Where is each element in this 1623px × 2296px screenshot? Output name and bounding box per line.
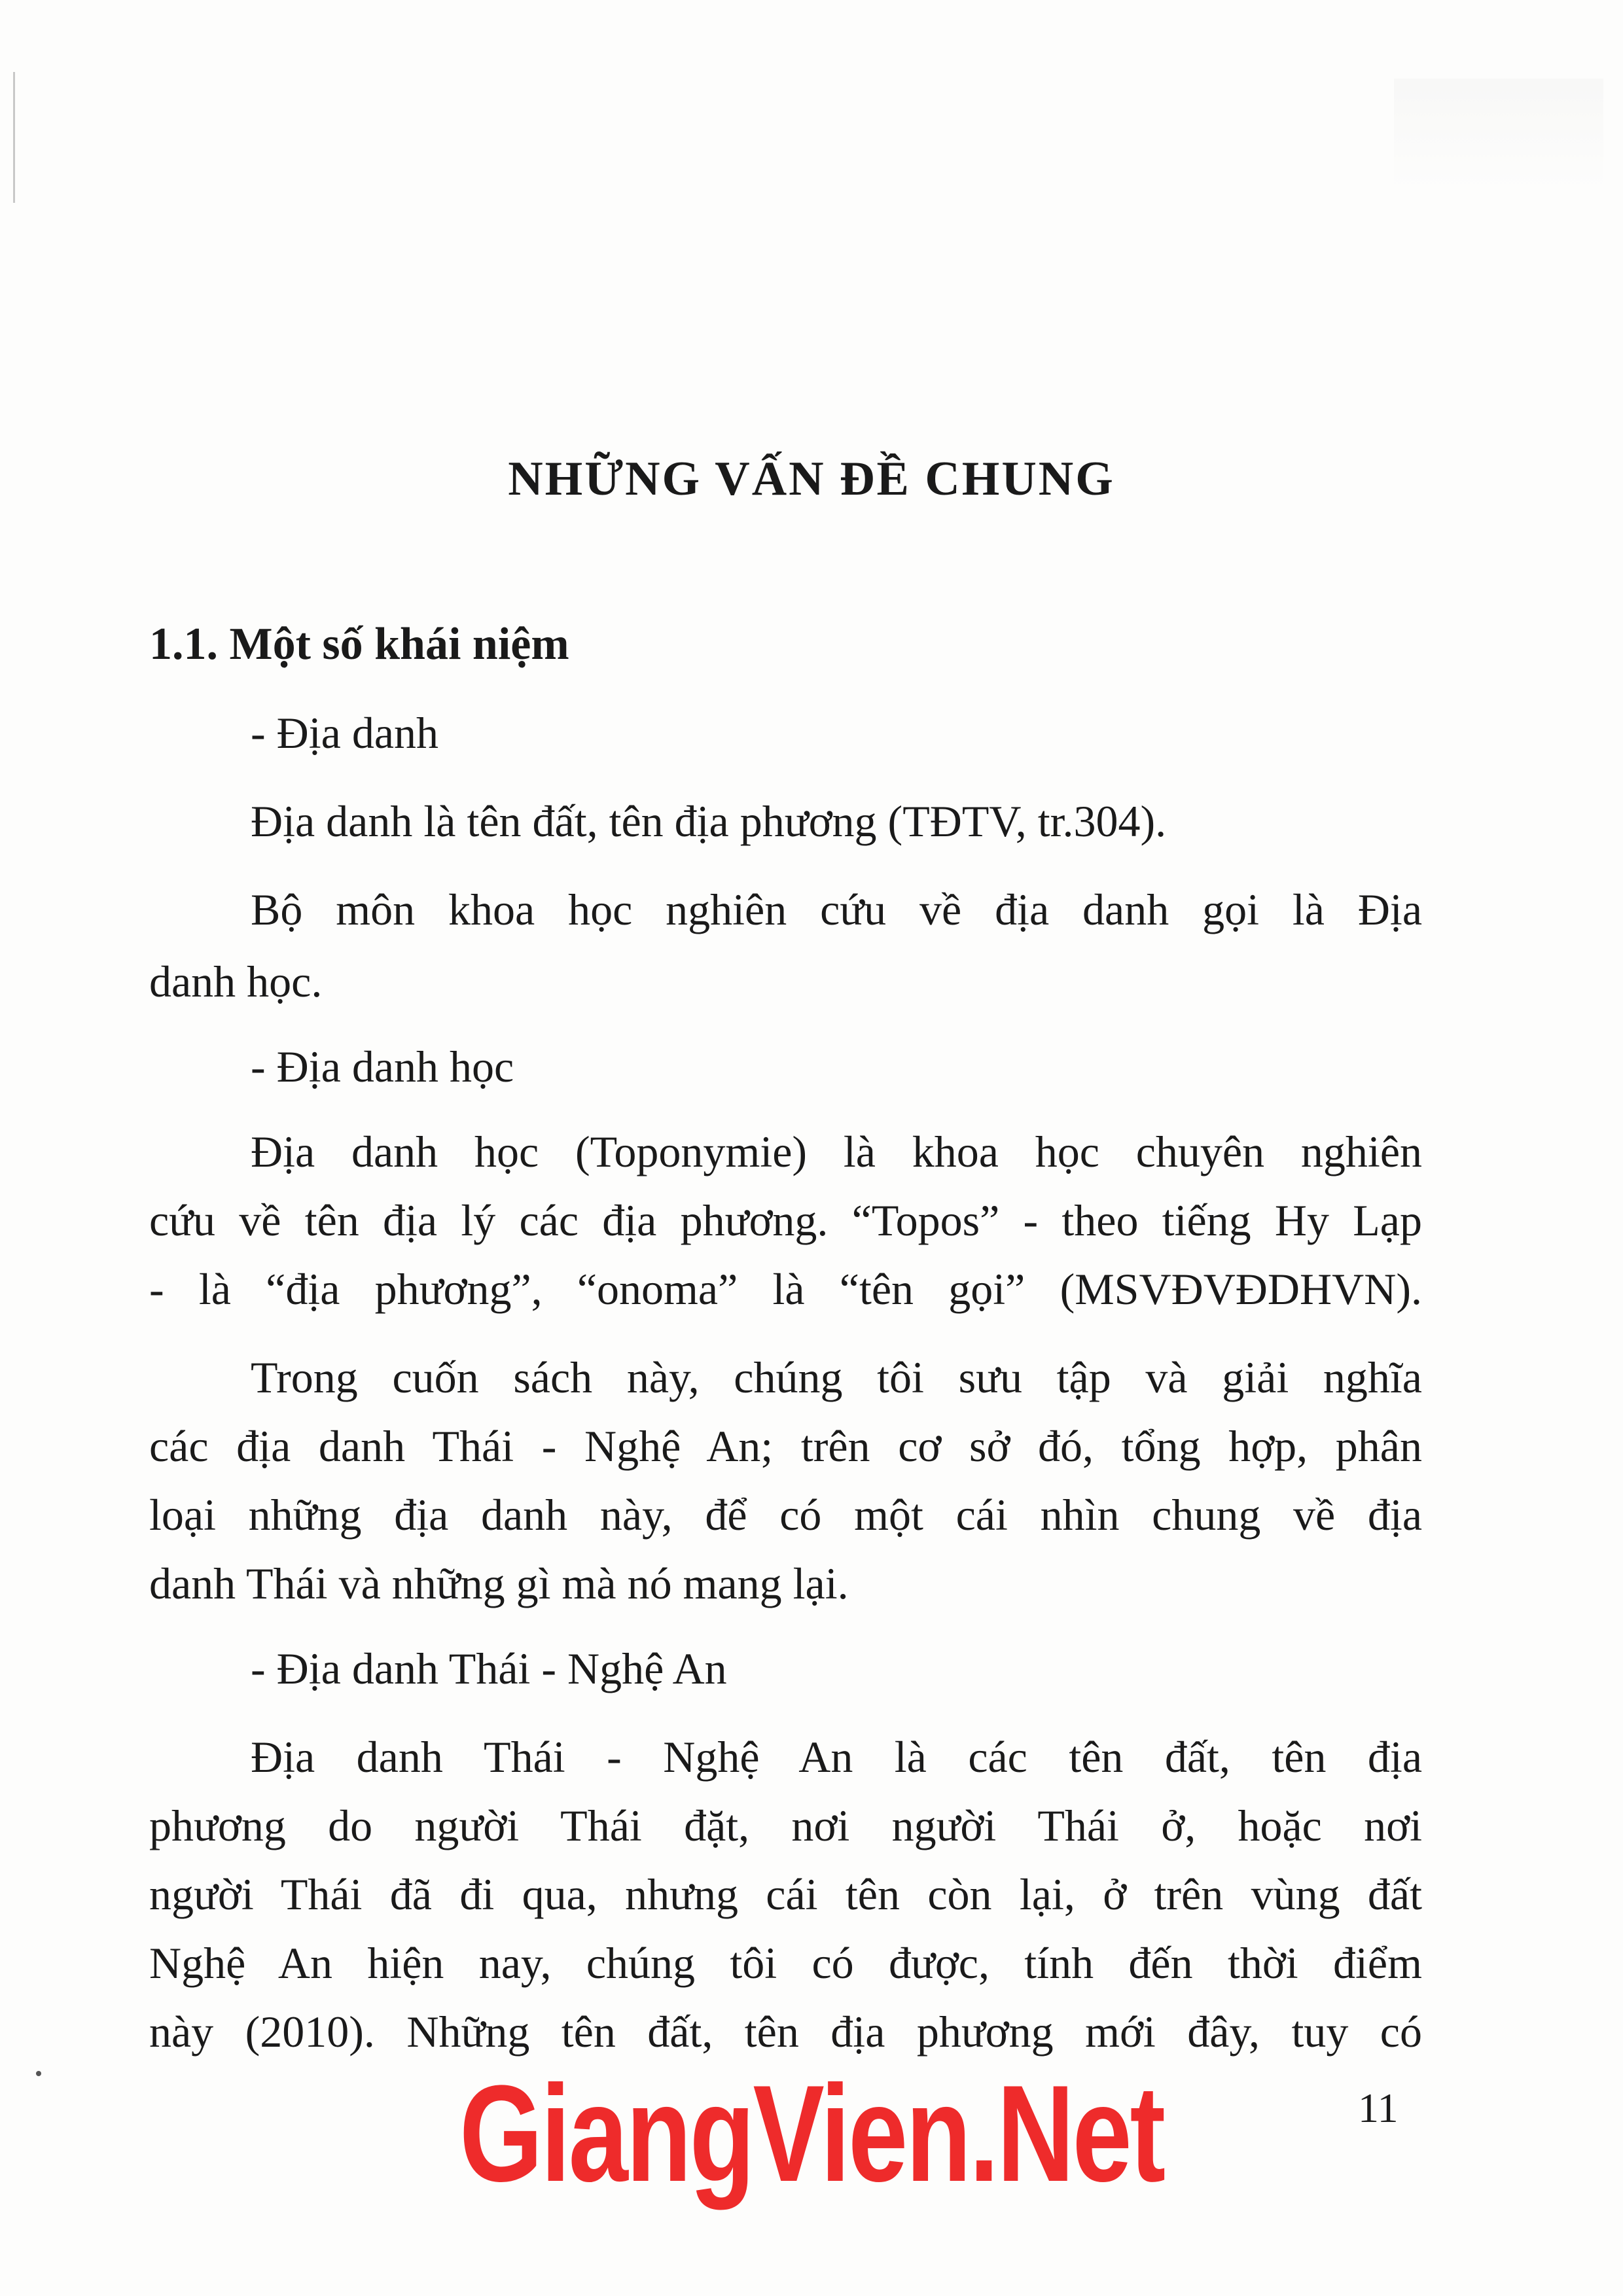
paragraph-line: Địa danh học (Toponymie) là khoa học chuyên nghiên — [251, 1127, 1422, 1176]
paragraph-line: loại những địa danh này, để có một cái nhìn chung về địa — [149, 1490, 1422, 1540]
paragraph-line: danh học. — [149, 957, 323, 1006]
paragraph-line: Địa danh là tên đất, tên địa phương (TĐTV, tr.304). — [251, 796, 1167, 846]
paragraph-line: Nghệ An hiện nay, chúng tôi có được, tính đến thời điểm — [149, 1938, 1422, 1988]
term-heading-dia-danh-thai: - Địa danh Thái - Nghệ An — [251, 1644, 727, 1693]
paragraph-line: danh Thái và những gì mà nó mang lại. — [149, 1559, 849, 1608]
paragraph-line: này (2010). Những tên đất, tên địa phương mới đây, tuy có — [149, 2007, 1422, 2057]
paragraph-line: Địa danh Thái - Nghệ An là các tên đất, tên địa — [251, 1732, 1422, 1782]
section-heading: 1.1. Một số khái niệm — [149, 619, 569, 669]
paragraph-line: các địa danh Thái - Nghệ An; trên cơ sở đó, tổng hợp, phân — [149, 1421, 1422, 1471]
watermark-text: GiangVien.Net — [459, 2057, 1164, 2210]
paragraph-line: Trong cuốn sách này, chúng tôi sưu tập và giải nghĩa — [251, 1352, 1422, 1402]
paragraph-line: phương do người Thái đặt, nơi người Thái ở, hoặc nơi — [149, 1801, 1422, 1850]
term-heading-dia-danh: - Địa danh — [251, 708, 439, 758]
paragraph-line: Bộ môn khoa học nghiên cứu về địa danh gọi là Địa — [251, 885, 1422, 934]
term-heading-dia-danh-hoc: - Địa danh học — [251, 1042, 514, 1091]
paragraph-line: cứu về tên địa lý các địa phương. “Topos” - theo tiếng Hy Lạp — [149, 1195, 1422, 1245]
chapter-title: NHỮNG VẤN ĐỀ CHUNG — [508, 452, 1115, 506]
paragraph-line: người Thái đã đi qua, nhưng cái tên còn lại, ở trên vùng đất — [149, 1869, 1422, 1919]
paragraph-line: - là “địa phương”, “onoma” là “tên gọi” (MSVĐVĐDHVN). — [149, 1264, 1422, 1314]
scan-edge-line — [13, 72, 15, 203]
bleed-through-shadow — [1394, 79, 1603, 190]
scan-dot — [36, 2071, 41, 2076]
page-number: 11 — [1358, 2085, 1399, 2131]
